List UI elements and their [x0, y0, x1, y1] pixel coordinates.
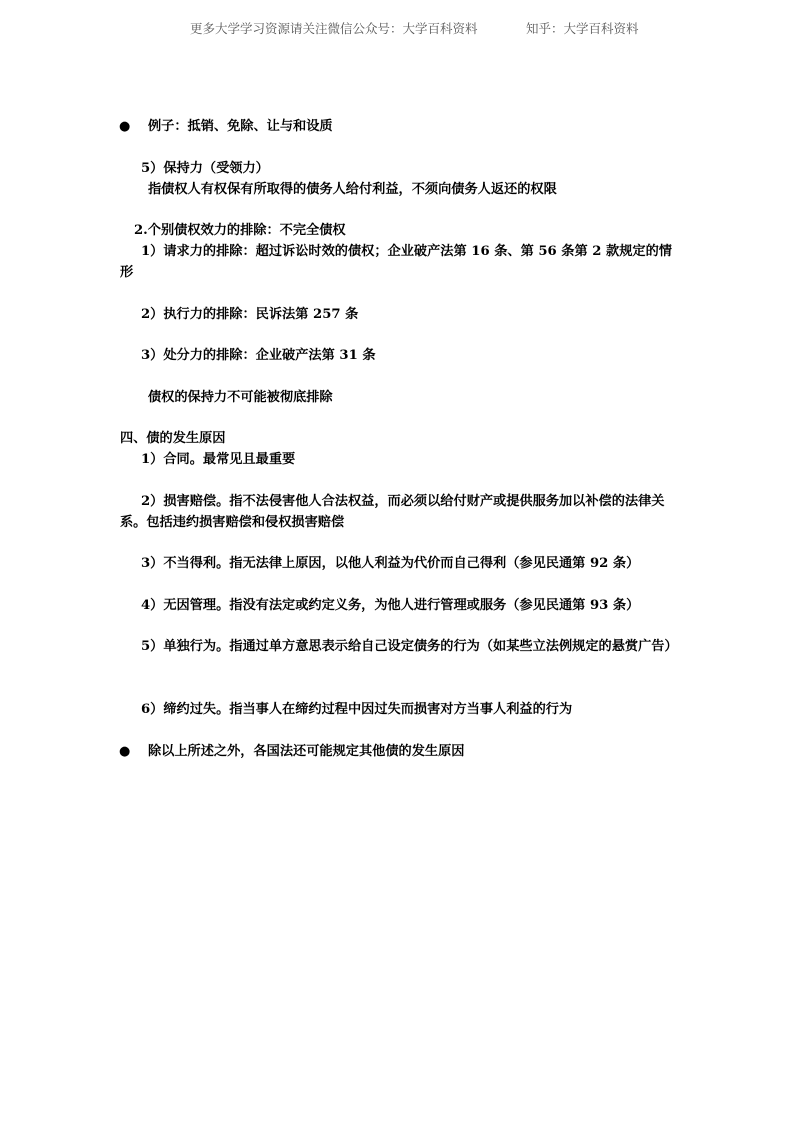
retention-desc: 指债权人有权保有所取得的债务人给付利益，不须向债务人返还的权限	[148, 182, 557, 197]
other-causes-line: 除以上所述之外，各国法还可能规定其他债的发生原因	[148, 744, 465, 759]
exclusion-title: 2.个别债权效力的排除：不完全债权	[134, 223, 346, 238]
cause-item-1: 1）合同。最常见且最重要	[141, 452, 296, 467]
exclusion-item-2: 2）执行力的排除：民诉法第 257 条	[141, 307, 359, 322]
section-heading: 四、债的发生原因	[120, 431, 226, 446]
header-zhihu-note: 知乎：大学百科资料	[526, 21, 639, 36]
page-header	[0, 19, 793, 39]
header-wechat-note: 更多大学学习资源请关注微信公众号：大学百科资料	[190, 21, 478, 36]
cause-item-2: 2）损害赔偿。指不法侵害他人合法权益，而必须以给付财产或提供服务加以补偿的法律关系。包括违约损害赔偿和侵权损害赔偿	[120, 494, 665, 530]
cause-item-6: 6）缔约过失。指当事人在缔约过程中因过失而损害对方当事人利益的行为	[141, 702, 573, 717]
cause-item-3: 3）不当得利。指无法律上原因，以他人利益为代价而自己得利（参见民通第 92 条）	[141, 556, 640, 571]
bullet-icon: ●	[119, 744, 131, 759]
exclusion-note: 债权的保持力不可能被彻底排除	[148, 390, 333, 405]
example-line: 例子：抵销、免除、让与和设质	[148, 119, 333, 134]
exclusion-item-1: 1）请求力的排除：超过诉讼时效的债权；企业破产法第 16 条、第 56 条第 2 款规定的情形	[120, 244, 672, 280]
cause-item-5: 5）单独行为。指通过单方意思表示给自己设定债务的行为（如某些立法例规定的悬赏广告）	[141, 639, 678, 654]
bullet-icon: ●	[119, 119, 131, 134]
retention-title: 5）保持力（受领力）	[141, 161, 269, 176]
exclusion-item-3: 3）处分力的排除：企业破产法第 31 条	[141, 348, 376, 363]
cause-item-4: 4）无因管理。指没有法定或约定义务，为他人进行管理或服务（参见民通第 93 条）	[141, 598, 640, 613]
